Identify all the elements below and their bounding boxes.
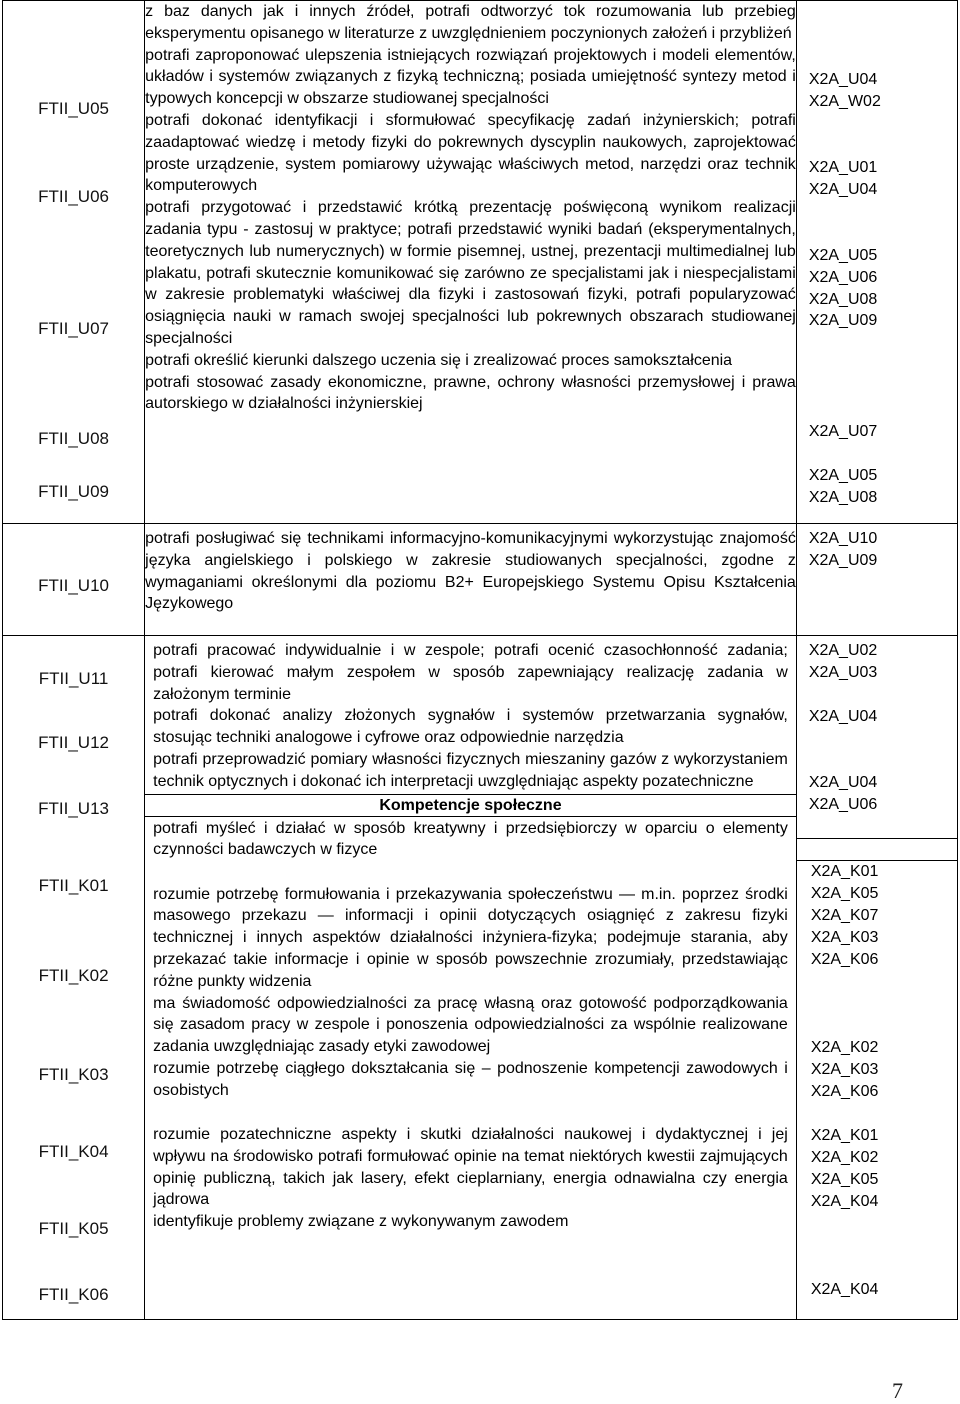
table-row — [3, 1, 958, 524]
outcome-code: FTII_U10 — [38, 576, 109, 595]
reference-codes: X2A_K04 — [810, 1193, 879, 1210]
reference-codes: X2A_U05 X2A_U06 X2A_U08 X2A_U09 — [808, 247, 878, 330]
outcome-code: FTII_U11 — [38, 669, 109, 688]
outcome-description: potrafi dokonać analizy złożonych sygnałów i systemów przetwarzania sygnałów, stosując techniki analogowe i cyfrowe oraz odpowiednie narzędzia — [153, 707, 788, 747]
outcome-description: potrafi myśleć i działać w sposób kreatywny i przedsiębiorczy w oparciu o elementy czynności badawczych w fizyce — [153, 819, 788, 859]
table-row — [3, 524, 958, 636]
learning-outcomes-table — [2, 0, 958, 1320]
outcome-code: FTII_U13 — [38, 799, 109, 818]
reference-column — [796, 1, 957, 524]
outcome-description: rozumie potrzebę ciągłego dokształcania się – podnoszenie kompetencji zawodowych i osobistych — [153, 1059, 788, 1099]
outcome-code: FTII_U06 — [38, 187, 109, 206]
outcome-description: z baz danych jak i innych źródeł, potrafi odtworzyć tok rozumowania lub przebieg eksperymentu opisanego w literaturze z uwzględnieniem poczynionych założeń i przybliżeń — [145, 3, 796, 42]
reference-codes: X2A_K03 X2A_K06 — [810, 929, 879, 968]
outcome-code: FTII_U09 — [38, 482, 109, 501]
outcome-description: potrafi posługiwać się technikami informacyjno-komunikacyjnymi wykorzystując znajomość języka angielskiego i polskiego w zakresie studiowanych specjalności, zgodne z wymaganiami określonymi dla poziomu B2+ Europejskiego Systemu Opisu Kształcenia Językowego — [145, 530, 796, 613]
outcome-code: FTII_K05 — [38, 1219, 109, 1238]
outcome-description: potrafi pracować indywidualnie i w zespole; potrafi ocenić czasochłonność zadania; potrafi kierować małym zespołem w sposób zapewniający realizację zadania w założonym terminie — [153, 642, 788, 703]
reference-codes: X2A_U05 X2A_U08 — [808, 467, 878, 506]
description-column — [145, 1, 797, 524]
outcome-description: ma świadomość odpowiedzialności za pracę własną oraz gotowość podporządkowania się zasadom pracy w zespole i ponoszenia odpowiedzialności za wspólnie realizowane zadania uwzględniając zasady etyki zawodowej — [153, 994, 788, 1056]
outcome-description: rozumie potrzebę formułowania i przekazywania społeczeństwu — m.in. poprzez środki masowego przekazu — informacji i opinii dotyczących osiągnięć z zakresu fizyki technicznej i innych aspektów działalności inżyniera-fizyka; podejmuje starania, aby przekazać takie informacje i opinie w sposób powszechnie zrozumiały, przedstawiając różne punkty widzenia — [153, 885, 788, 990]
outcome-description: potrafi określić kierunki dalszego uczenia się i zrealizować proces samokształcenia — [145, 351, 733, 369]
table-row — [3, 636, 958, 1320]
outcome-description: potrafi stosować zasady ekonomiczne, prawne, ochrony własności przemysłowej i prawa autorskiego w działalności inżynierskiej — [145, 373, 796, 413]
reference-codes: X2A_K02 X2A_K03 X2A_K06 — [810, 1039, 879, 1100]
page-number: 7 — [892, 1378, 903, 1403]
outcome-code: FTII_U12 — [38, 733, 109, 752]
reference-codes: X2A_U07 — [808, 423, 878, 440]
outcome-description: potrafi przygotować i przedstawić krótką prezentację poświęconą wynikom realizacji zadania typu - zastosuj w praktyce; potrafi przedstawić wyniki badań (eksperymentalnych, teoretycznych lub numerycznych) w formie pisemnej, ustnej, prezentacji multimedialnej lub plakatu, potrafi skutecznie komunikować się zarówno ze specjalistami jak i niespecjalistami w zakresie problematyki właściwej dla fizyki i zastosowań fizyki, potrafi popularyzować osiągnięcia nauki w ramach swojej specjalności lub pokrewnych obszarach studiowanej specjalności — [145, 199, 796, 347]
description-column — [145, 636, 797, 1320]
description-column — [145, 524, 797, 636]
code-column — [3, 1, 145, 524]
reference-codes: X2A_K01 X2A_K02 X2A_K05 — [810, 1127, 879, 1188]
outcome-code: FTII_U07 — [38, 319, 109, 338]
reference-column — [796, 524, 957, 636]
reference-column — [796, 636, 957, 1320]
reference-codes: X2A_K04 — [810, 1281, 879, 1298]
outcome-code: FTII_K01 — [38, 876, 109, 895]
reference-codes: X2A_U10 X2A_U09 — [808, 530, 878, 569]
reference-codes: X2A_U04 — [808, 708, 878, 725]
outcome-code: FTII_K03 — [38, 1065, 109, 1084]
outcome-code: FTII_K06 — [38, 1285, 109, 1304]
code-column — [3, 636, 145, 1320]
reference-codes: X2A_U04 X2A_U06 — [808, 774, 878, 813]
reference-codes: X2A_U01 X2A_U04 — [808, 159, 878, 198]
outcome-code: FTII_U05 — [38, 99, 109, 118]
reference-codes: X2A_U02 X2A_U03 — [808, 642, 878, 681]
outcome-description: potrafi dokonać identyfikacji i sformułować specyfikację zadań inżynierskich; potrafi zaadaptować wiedzę i metody fizyki do pokrewnych dyscyplin naukowych, zaprojektować proste urządzenie, system pomiarowy używając właściwych metod, narzędzi oraz technik komputerowych — [145, 111, 796, 195]
section-heading-social-competences: Kompetencje społeczne — [145, 794, 796, 817]
reference-codes: X2A_U04 X2A_W02 — [808, 71, 881, 110]
outcome-description: rozumie pozatechniczne aspekty i skutki działalności naukowej i dydaktycznej i jej wpływu na środowisko potrafi formułować opinie na temat niektórych kwestii zajmujących opinię publiczną, takich jak lasery, efekt cieplarniany, energia odnawialna czy energia jądrowa — [153, 1125, 788, 1209]
outcome-code: FTII_K02 — [38, 966, 109, 985]
outcome-description: potrafi zaproponować ulepszenia istniejących rozwiązań projektowych i modeli elementów, układów i systemów związanych z fizyką techniczną; posiada umiejętność syntezy metod i typowych koncepcji w obszarze studiowanej specjalności — [145, 46, 796, 108]
outcome-code: FTII_K04 — [38, 1142, 109, 1161]
reference-codes: X2A_K01 X2A_K05 X2A_K07 — [810, 863, 879, 924]
code-column — [3, 524, 145, 636]
outcome-description: identyfikuje problemy związane z wykonywanym zawodem — [153, 1213, 569, 1231]
outcome-code — [3, 1, 144, 65]
outcome-code: FTII_U08 — [38, 429, 109, 448]
outcome-description: potrafi przeprowadzić pomiary własności fizycznych mieszaniny gazów z wykorzystaniem technik optycznych i dokonać ich interpretacji uwzględniając aspekty pozatechniczne — [153, 750, 788, 790]
